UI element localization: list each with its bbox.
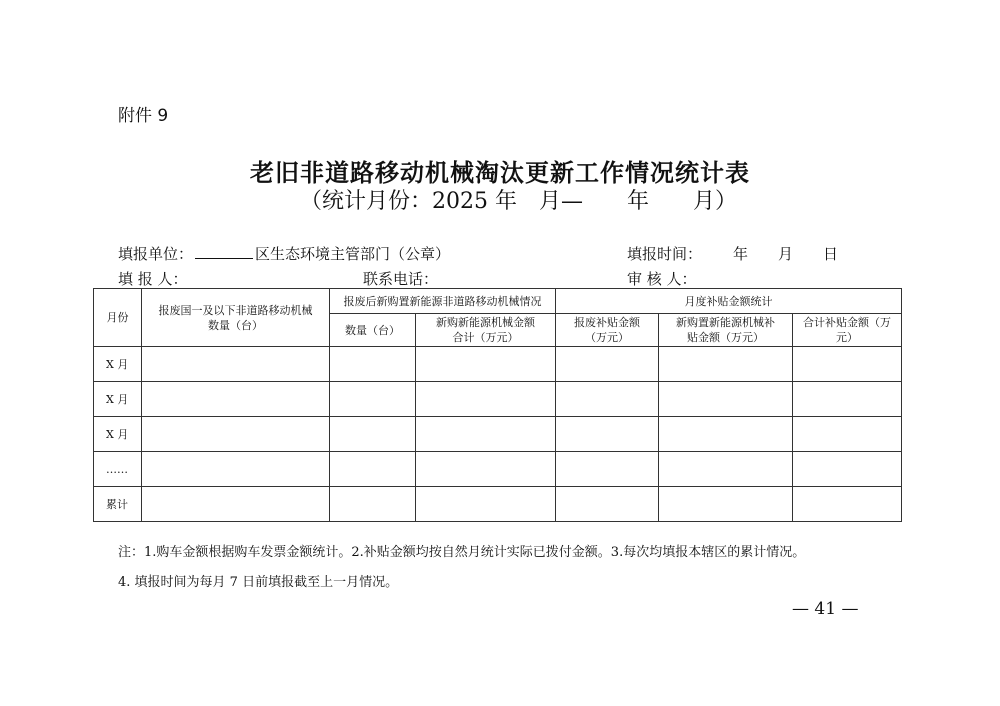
table-cell[interactable] (416, 347, 556, 382)
page-number: — 41 — (792, 599, 859, 619)
header-subsidy-group: 月度补贴金额统计 (556, 289, 902, 314)
reporting-unit (118, 243, 450, 264)
table-cell[interactable] (330, 452, 416, 487)
row-label: X 月 (94, 347, 142, 382)
statistics-table (93, 288, 902, 522)
row-label: 累计 (94, 487, 142, 522)
table-cell[interactable] (556, 417, 659, 452)
table-cell[interactable] (330, 417, 416, 452)
table-cell[interactable] (556, 487, 659, 522)
table-cell[interactable] (416, 417, 556, 452)
note-line-2: 4. 填报时间为每月 7 日前填报截至上一月情况。 (118, 575, 399, 590)
header-scrap-subsidy: 报废补贴金额（万元） (556, 314, 659, 347)
table-cell[interactable] (659, 382, 793, 417)
reporting-unit-blank (195, 244, 253, 259)
reporting-unit-label: 填报单位： (118, 245, 194, 263)
table-row (94, 487, 902, 522)
table-cell[interactable] (330, 487, 416, 522)
table-cell[interactable] (142, 487, 330, 522)
table-cell[interactable] (793, 382, 902, 417)
phone-label: 联系电话： (363, 270, 439, 288)
table-cell[interactable] (659, 347, 793, 382)
reporting-time-label: 填报时间： (627, 245, 703, 263)
reporter-label: 填 报 人： (118, 270, 188, 288)
table-row (94, 347, 902, 382)
table-cell[interactable] (659, 417, 793, 452)
table-cell[interactable] (416, 487, 556, 522)
table-cell[interactable] (556, 382, 659, 417)
reporting-time-fields: 年 月 日 (733, 245, 839, 263)
table-cell[interactable] (142, 382, 330, 417)
table-cell[interactable] (659, 487, 793, 522)
reviewer-label: 审 核 人： (627, 270, 697, 288)
page-subtitle: （统计月份：2025 年 月— 年 月） (300, 189, 737, 214)
table-cell[interactable] (793, 452, 902, 487)
reporting-unit-suffix: 区生态环境主管部门（公章） (255, 245, 451, 263)
table-row (94, 452, 902, 487)
table-cell[interactable] (659, 452, 793, 487)
header-quantity: 数量（台） (330, 314, 416, 347)
page-title: 老旧非道路移动机械淘汰更新工作情况统计表 (250, 158, 750, 187)
table-row (94, 417, 902, 452)
header-new-amount: 新购新能源机械金额合计（万元） (416, 314, 556, 347)
row-label: X 月 (94, 382, 142, 417)
table-cell[interactable] (142, 347, 330, 382)
table-cell[interactable] (416, 382, 556, 417)
table-cell[interactable] (330, 382, 416, 417)
table-cell[interactable] (556, 452, 659, 487)
table-cell[interactable] (793, 417, 902, 452)
header-scrapped-quantity: 报废国一及以下非道路移动机械数量（台） (142, 289, 330, 347)
table-cell[interactable] (793, 347, 902, 382)
header-new-purchase-group: 报废后新购置新能源非道路移动机械情况 (330, 289, 556, 314)
table-cell[interactable] (330, 347, 416, 382)
table-cell[interactable] (416, 452, 556, 487)
table-cell[interactable] (793, 487, 902, 522)
table-cell[interactable] (556, 347, 659, 382)
header-new-subsidy: 新购置新能源机械补贴金额（万元） (659, 314, 793, 347)
row-label: X 月 (94, 417, 142, 452)
header-total-subsidy: 合计补贴金额（万元） (793, 314, 902, 347)
table-cell[interactable] (142, 452, 330, 487)
attachment-label: 附件 9 (118, 106, 169, 126)
row-label: …… (94, 452, 142, 487)
note-line-1: 注：1.购车金额根据购车发票金额统计。2.补贴金额均按自然月统计实际已拨付金额。3.每次均填报本辖区的累计情况。 (118, 545, 806, 560)
table-cell[interactable] (142, 417, 330, 452)
table-row (94, 382, 902, 417)
header-month: 月份 (94, 289, 142, 347)
